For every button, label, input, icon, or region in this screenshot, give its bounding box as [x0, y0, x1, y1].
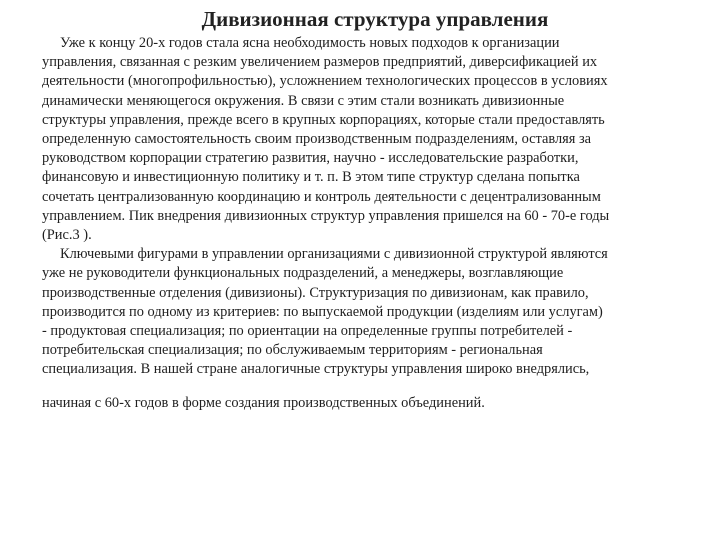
text-line: уже не руководители функциональных подразделений, а менеджеры, возглавляющие: [42, 265, 564, 282]
text-line: производится по одному из критериев: по выпускаемой продукции (изделиям или услугам): [42, 303, 603, 320]
text-line: (Рис.3 ).: [42, 227, 92, 244]
text-line: финансовую и инвестиционную политику и т. п. В этом типе структур сделана попытка: [42, 169, 580, 186]
text-line: - продуктовая специализация; по ориентации на определенные группы потребителей -: [42, 323, 573, 340]
text-line: динамически меняющегося окружения. В связи с этим стали возникать дивизионные: [42, 92, 565, 109]
text-line: потребительская специализация; по обслуживаемым территориям - региональная: [42, 342, 543, 359]
body-text: [42, 34, 684, 413]
text-line: специализация. В нашей стране аналогичные структуры управления широко внедрялись,: [42, 361, 590, 378]
text-line: производственные отделения (дивизионы). Структуризация по дивизионам, как правило,: [42, 284, 589, 301]
slide-title: Дивизионная структура управления: [201, 7, 549, 31]
text-line: Уже к концу 20-х годов стала ясна необходимость новых подходов к организации: [60, 35, 560, 51]
text-line: управлением. Пик внедрения дивизионных структур управления пришелся на 60 - 70-е годы: [42, 207, 610, 224]
text-line: сочетать централизованную координацию и контроль деятельности с децентрализованным: [42, 188, 601, 205]
text-line: начиная с 60-х годов в форме создания производственных объединений.: [42, 394, 485, 411]
paragraph-gap: [42, 380, 684, 394]
text-line: структуры управления, прежде всего в крупных корпорациях, которые стали предоставлять: [42, 111, 605, 128]
text-line: Ключевыми фигурами в управлении организациями с дивизионной структурой являются: [60, 246, 608, 263]
text-line: руководством корпорации стратегию развития, научно - исследовательские разработки,: [42, 150, 579, 167]
text-line: определенную самостоятельность своим производственным подразделениям, оставляя за: [42, 131, 592, 148]
text-line: управления, связанная с резким увеличением размеров предприятий, диверсификацией их: [42, 54, 598, 71]
text-line: деятельности (многопрофильностью), усложнением технологических процессов в условиях: [42, 73, 608, 90]
